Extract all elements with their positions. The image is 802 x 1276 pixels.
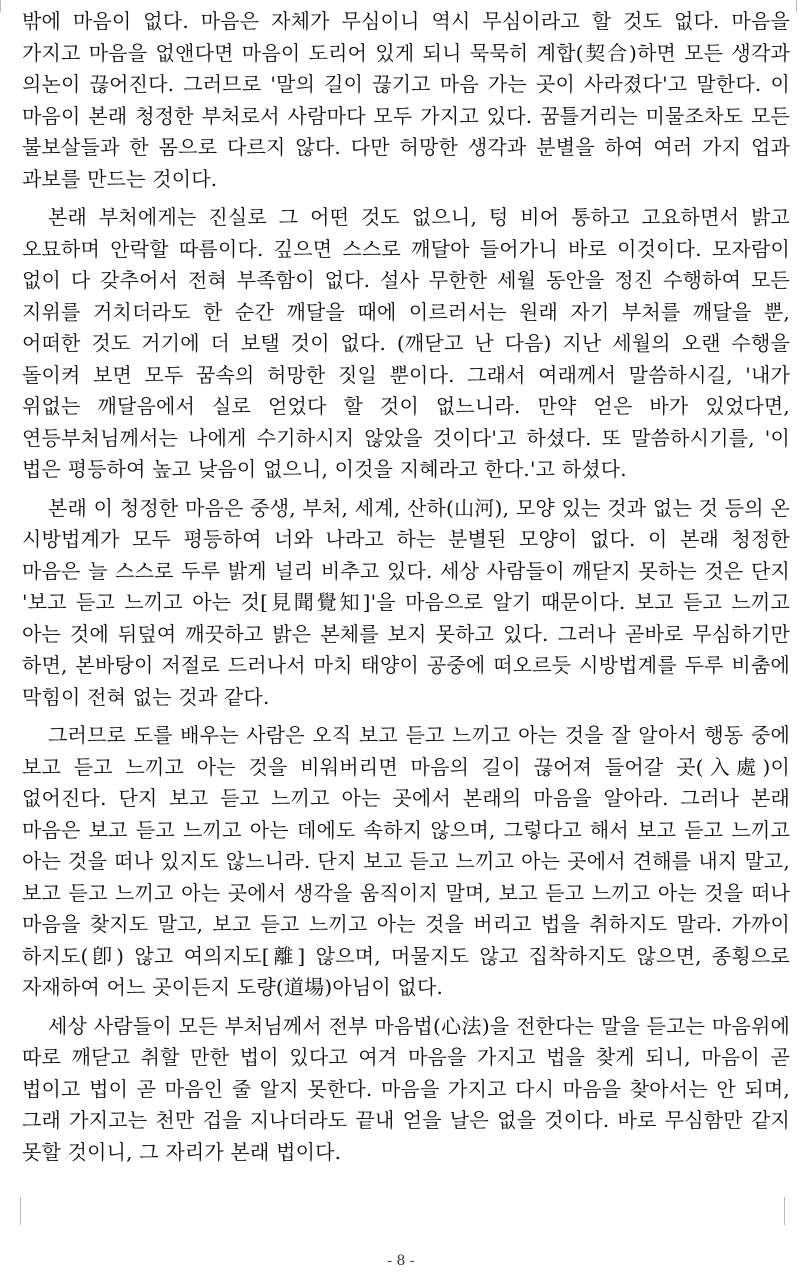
crop-mark-bottom-right [784,1197,785,1225]
crop-mark-top-right [796,0,797,12]
page-number: - 8 - [387,1253,415,1269]
paragraph-2: 본래 부처에게는 진실로 그 어떤 것도 없으니, 텅 비어 통하고 고요하면서 밝고 오묘하며 안락할 따름이다. 깊으면 스스로 깨달아 들어가니 바로 이것이다. 모자람이 없이 다 갖추어서 전혀 부족함이 없다. 설사 무한한 세월 동안을 정진 수행하여 모든 지위를 거치더라도 한 순간 깨달을 때에 이르러서는 원래 자기 부처를 깨달을 뿐, 어떠한 것도 거기에 더 보탤 것이 없다. (깨닫고 난 다음) 지난 세월의 오랜 수행을 돌이켜 보면 모두 꿈속의 허망한 짓일 뿐이다. 그래서 여래께서 말씀하시길, '내가 위없는 깨달음에서 실로 얻었다 할 것이 없느니라. 만약 얻은 바가 있었다면, 연등부처님께서는 나에게 수기하시지 않았을 것이다'고 하셨다. 또 말씀하시기를, '이 법은 평등하여 높고 낮음이 없으니, 이것을 지혜라고 한다.'고 하셨다. [22,205,790,481]
paragraph-3: 본래 이 청정한 마음은 중생, 부처, 세계, 산하(山河), 모양 있는 것과 없는 것 등의 온 시방법계가 모두 평등하여 너와 나라고 하는 분별된 모양이 없다. 이 본래 청정한 마음은 늘 스스로 두루 밝게 널리 비추고 있다. 세상 사람들이 깨닫지 못하는 것은 단지 '보고 듣고 느끼고 아는 것[見聞覺知]'을 마음으로 알기 때문이다. 보고 듣고 느끼고 아는 것에 뒤덮여 깨끗하고 밝은 본체를 보지 못하고 있다. 그러나 곧바로 무심하기만 하면, 본바탕이 저절로 드러나서 마치 태양이 공중에 떠오르듯 시방법계를 두루 비춤에 막힘이 전혀 없는 것과 같다. [22,495,790,709]
paragraph-5: 세상 사람들이 모든 부처님께서 전부 마음법(心法)을 전한다는 말을 듣고는 마음위에 따로 깨닫고 취할 만한 법이 있다고 여겨 마음을 가지고 법을 찾게 되니, 마음이 곧 법이고 법이 곧 마음인 줄 알지 못한다. 마음을 가지고 다시 마음을 찾아서는 안 되며, 그래 가지고는 천만 겁을 지나더라도 끝내 얻을 날은 없을 것이다. 바로 무심함만 같지 못할 것이니, 그 자리가 본래 법이다. [22,1013,790,1164]
paragraph-1: 밖에 마음이 없다. 마음은 자체가 무심이니 역시 무심이라고 할 것도 없다. 마음을 가지고 마음을 없앤다면 마음이 도리어 있게 되니 묵묵히 계합(契合)하면 모든 생각과 의논이 끊어진다. 그러므로 '말의 길이 끊기고 마음 가는 곳이 사라졌다'고 말한다. 이 마음이 본래 청정한 부처로서 사람마다 모두 가지고 있다. 꿈틀거리는 미물조차도 모든 불보살들과 한 몸으로 다르지 않다. 다만 허망한 생각과 분별을 하여 여러 가지 업과 과보를 만드는 것이다. [22,9,790,191]
crop-mark-bottom-left [20,1197,21,1225]
body-text [22,6,790,1175]
crop-mark-top-left [0,0,1,12]
paragraph-4: 그러므로 도를 배우는 사람은 오직 보고 듣고 느끼고 아는 것을 잘 알아서 행동 중에 보고 듣고 느끼고 아는 것을 비워버리면 마음의 길이 끊어져 들어갈 곳(入處)이 없어진다. 단지 보고 듣고 느끼고 아는 곳에서 본래의 마음을 알아라. 그러나 본래 마음은 보고 듣고 느끼고 아는 데에도 속하지 않으며, 그렇다고 해서 보고 듣고 느끼고 아는 것을 떠나 있지도 않느니라. 단지 보고 듣고 느끼고 아는 곳에서 견해를 내지 말고, 보고 듣고 느끼고 아는 곳에서 생각을 움직이지 말며, 보고 듣고 느끼고 아는 것을 떠나 마음을 찾지도 말고, 보고 듣고 느끼고 아는 것을 버리고 법을 취하지도 말라. 가까이 하지도(卽) 않고 여의지도[離] 않으며, 머물지도 않고 집착하지도 않으면, 종횡으로 자재하여 어느 곳이든지 도량(道場)아님이 없다. [22,723,790,999]
